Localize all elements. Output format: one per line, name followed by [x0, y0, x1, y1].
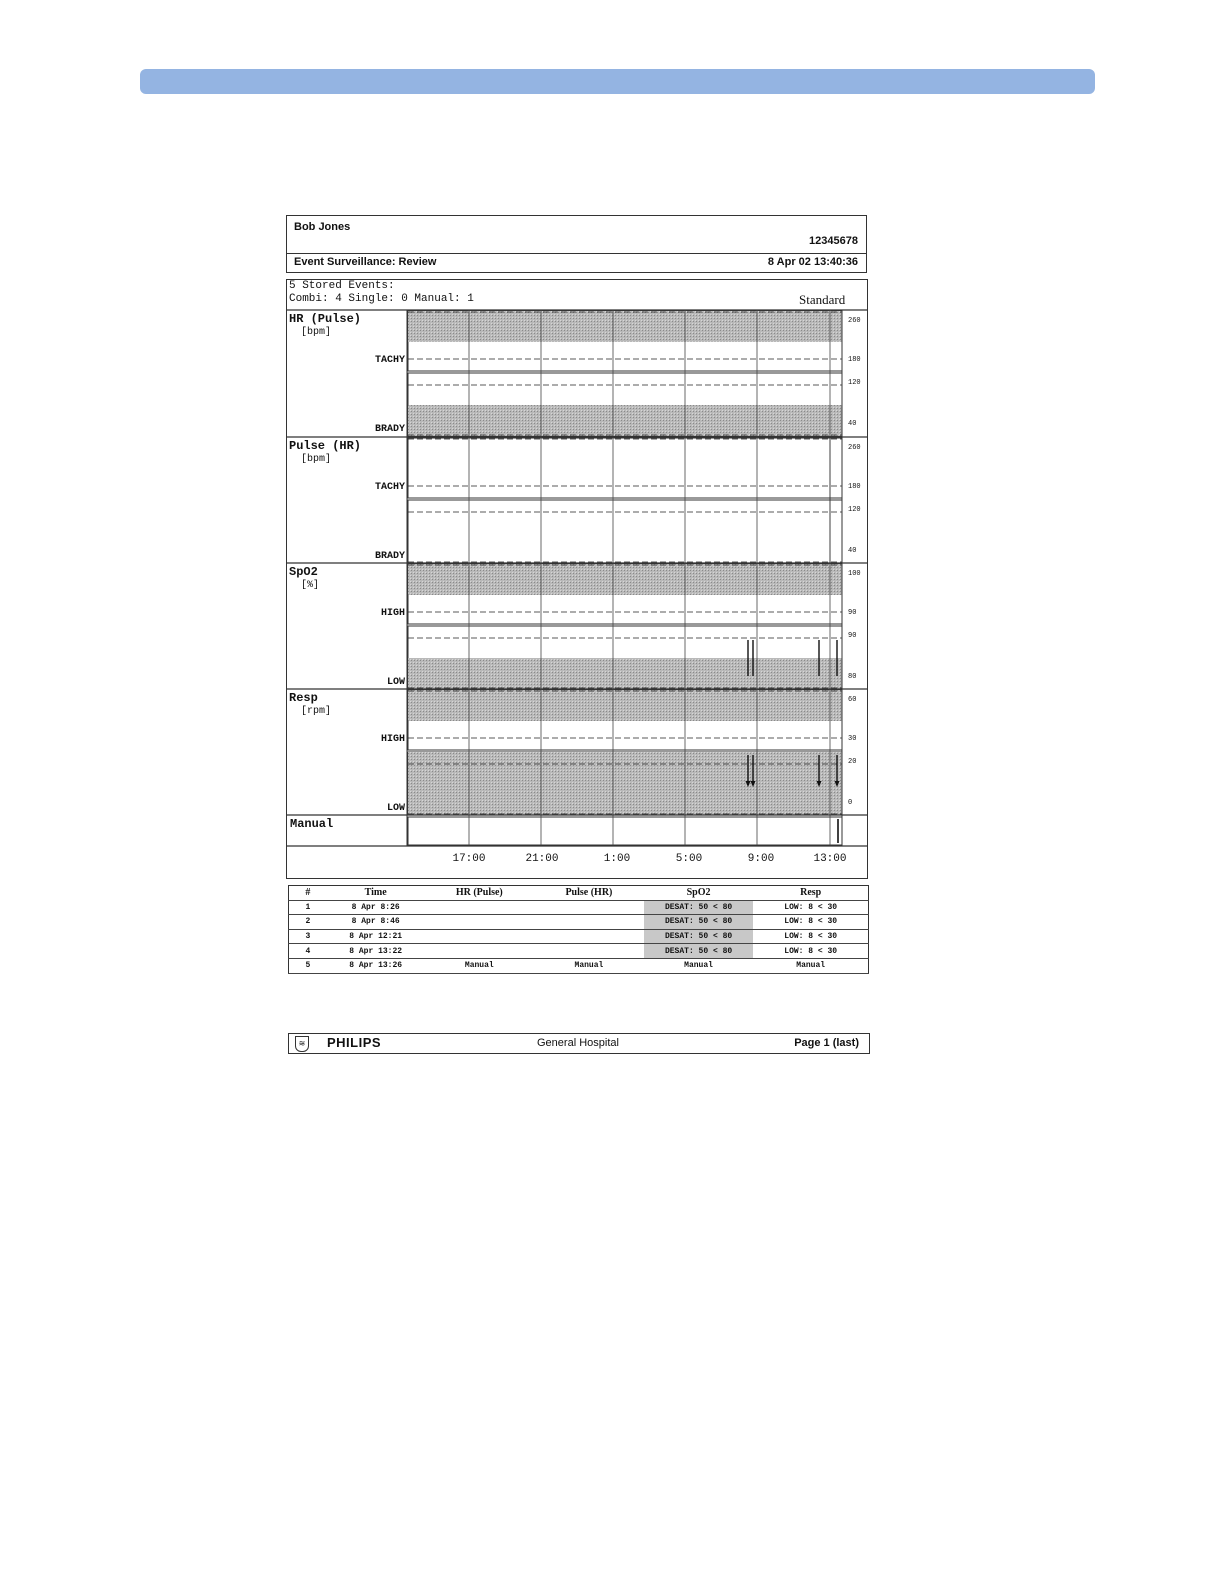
event-table-cell — [425, 944, 535, 959]
col-header-pulse: Pulse (HR) — [534, 886, 644, 901]
event-table-cell: 1 — [289, 900, 327, 915]
limit-label-low: LOW — [386, 677, 405, 688]
report-footer — [288, 1033, 870, 1054]
event-table-cell — [425, 929, 535, 944]
event-table-cell: Manual — [644, 958, 754, 973]
event-table-cell: DESAT: 50 < 80 — [644, 944, 754, 959]
event-table-cell: 8 Apr 8:46 — [327, 915, 425, 930]
limit-label-high: TACHY — [374, 482, 405, 493]
event-table-cell: Manual — [425, 958, 535, 973]
time-axis-label: 17:00 — [452, 853, 486, 865]
alarm-zone-high — [408, 564, 842, 595]
scale-tick-label: 100 — [848, 570, 861, 578]
panel-title: HR (Pulse) — [289, 312, 362, 326]
limit-label-low: LOW — [386, 803, 405, 814]
manual-band — [408, 817, 842, 845]
scale-tick-label: 30 — [848, 735, 857, 743]
event-table-cell: 8 Apr 13:22 — [327, 944, 425, 959]
brand-logo: PHILIPS — [327, 1035, 382, 1050]
event-table-cell — [534, 929, 644, 944]
event-table-cell: 8 Apr 12:21 — [327, 929, 425, 944]
limit-label-high: HIGH — [380, 608, 405, 619]
event-table-cell — [425, 915, 535, 930]
event-table-cell: 2 — [289, 915, 327, 930]
scale-tick-label: 80 — [848, 673, 857, 681]
panel-unit: [bpm] — [301, 454, 332, 465]
event-table-cell: LOW: 8 < 30 — [753, 915, 868, 930]
time-axis-label: 9:00 — [747, 853, 775, 865]
event-table-cell: DESAT: 50 < 80 — [644, 929, 754, 944]
event-table-row — [289, 958, 869, 973]
scale-tick-label: 90 — [848, 609, 857, 617]
upper-band — [408, 438, 842, 498]
scale-tick-label: 40 — [848, 547, 857, 555]
alarm-zone-high — [408, 690, 842, 721]
event-table-row — [289, 944, 869, 959]
event-table-cell: Manual — [534, 958, 644, 973]
event-table-cell: 4 — [289, 944, 327, 959]
scale-tick-label: 40 — [848, 420, 857, 428]
scale-tick-label: 120 — [848, 506, 861, 514]
limit-label-low: BRADY — [374, 424, 405, 435]
hospital-name: General Hospital — [537, 1037, 619, 1049]
scale-tick-label: 0 — [848, 799, 853, 807]
scale-tick-label: 90 — [848, 632, 857, 640]
scale-tick-label: 180 — [848, 356, 861, 364]
panel-unit: [%] — [301, 580, 320, 591]
summary-line-2: Combi: 4 Single: 0 Manual: 1 — [289, 293, 474, 305]
scale-tick-label: 260 — [848, 444, 861, 452]
display-mode: Standard — [799, 292, 846, 307]
lower-band — [408, 500, 842, 563]
event-table-cell: Manual — [753, 958, 868, 973]
philips-shield-icon: ≋ — [295, 1036, 309, 1052]
page-number: Page 1 (last) — [794, 1037, 859, 1049]
event-table-cell: DESAT: 50 < 80 — [644, 900, 754, 915]
event-table-cell: 5 — [289, 958, 327, 973]
panel-title: SpO2 — [289, 565, 318, 579]
summary-line-1: 5 Stored Events: — [289, 280, 395, 292]
event-table-cell: DESAT: 50 < 80 — [644, 915, 754, 930]
event-table-cell — [534, 944, 644, 959]
scale-tick-label: 260 — [848, 317, 861, 325]
col-header-spo2: SpO2 — [644, 886, 754, 901]
event-table-cell: 8 Apr 8:26 — [327, 900, 425, 915]
event-table-cell — [534, 900, 644, 915]
time-axis-label: 1:00 — [603, 853, 631, 865]
col-header-hr: HR (Pulse) — [425, 886, 535, 901]
time-axis-label: 5:00 — [675, 853, 703, 865]
event-table-cell: 8 Apr 13:26 — [327, 958, 425, 973]
alarm-zone-low — [408, 658, 842, 689]
report-title: Event Surveillance: Review — [294, 256, 437, 268]
panel-title: Manual — [290, 817, 334, 831]
scale-tick-label: 180 — [848, 483, 861, 491]
col-header-time: Time — [327, 886, 425, 901]
event-table-cell: LOW: 8 < 30 — [753, 944, 868, 959]
panel-unit: [bpm] — [301, 327, 332, 338]
col-header-number: # — [289, 886, 327, 901]
patient-name: Bob Jones — [294, 221, 351, 233]
event-table-row — [289, 915, 869, 930]
scale-tick-label: 60 — [848, 696, 857, 704]
event-table-cell: LOW: 8 < 30 — [753, 900, 868, 915]
report-datetime: 8 Apr 02 13:40:36 — [767, 256, 858, 268]
scale-tick-label: 120 — [848, 379, 861, 387]
event-table — [288, 885, 869, 974]
event-table-row — [289, 929, 869, 944]
patient-id: 12345678 — [809, 235, 858, 247]
scale-tick-label: 20 — [848, 758, 857, 766]
time-axis-label: 21:00 — [525, 853, 559, 865]
event-table-header — [289, 886, 869, 901]
event-table-cell: LOW: 8 < 30 — [753, 929, 868, 944]
time-axis-label: 13:00 — [813, 853, 847, 865]
col-header-resp: Resp — [753, 886, 868, 901]
alarm-zone-low — [408, 752, 842, 815]
event-table-cell — [425, 900, 535, 915]
alarm-zone-high — [408, 311, 842, 342]
event-table-row — [289, 900, 869, 915]
event-table-cell: 3 — [289, 929, 327, 944]
panel-title: Resp — [289, 691, 318, 705]
limit-label-high: TACHY — [374, 355, 405, 366]
panel-title: Pulse (HR) — [289, 439, 362, 453]
alarm-zone-low — [408, 405, 842, 436]
panel-unit: [rpm] — [301, 706, 332, 717]
limit-label-low: BRADY — [374, 551, 405, 562]
event-table-cell — [534, 915, 644, 930]
limit-label-high: HIGH — [380, 734, 405, 745]
